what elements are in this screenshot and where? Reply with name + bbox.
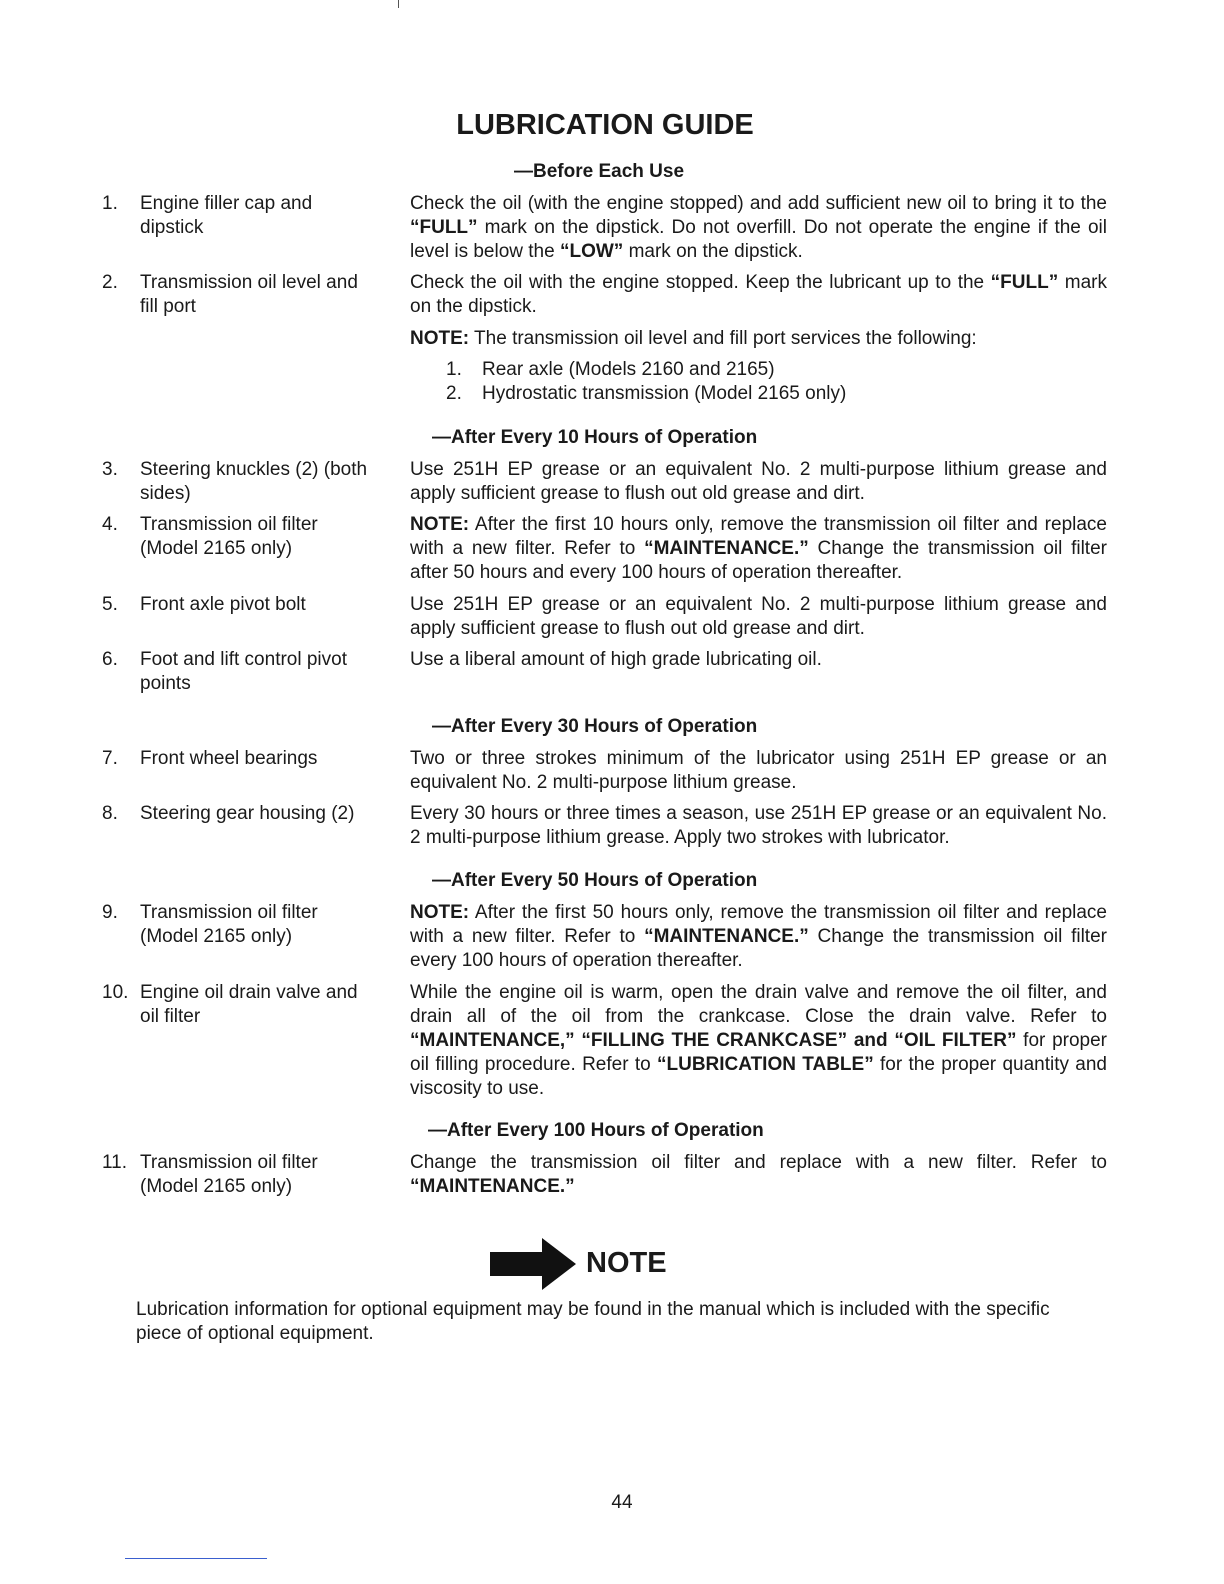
guide-item-10: [102, 981, 372, 1029]
footer-paragraph: Lubrication information for optional equipment may be found in the manual which is included with the specific piece of optional equipment.: [136, 1299, 1050, 1344]
item-label: Front axle pivot bolt: [140, 594, 306, 615]
section-heading-100-hours: —After Every 100 Hours of Operation: [428, 1120, 764, 1141]
section-heading-10-hours: —After Every 10 Hours of Operation: [432, 427, 758, 448]
guide-item-6: [102, 648, 372, 696]
section-note: NOTE: The transmission oil level and fill port services the following:: [410, 328, 977, 349]
item-2-description: Check the oil with the engine stopped. Keep the lubricant up to the “FULL” mark on the dipstick.: [410, 272, 1107, 317]
item-label: Transmission oil filter (Model 2165 only): [140, 902, 318, 947]
guide-item-7: [102, 747, 372, 771]
item-11-description: Change the transmission oil filter and replace with a new filter. Refer to “MAINTENANCE.”: [410, 1152, 1107, 1197]
page-title: LUBRICATION GUIDE: [456, 109, 754, 141]
item-number: 7.: [102, 748, 118, 769]
item-number: 6.: [102, 649, 118, 670]
item-number: 11.: [102, 1152, 128, 1173]
arrow-right-icon: [488, 1236, 578, 1292]
item-label: Engine oil drain valve and oil filter: [140, 982, 358, 1027]
item-10-description: While the engine oil is warm, open the drain valve and remove the oil filter, and drain all of the oil from the crankcase. Close the drain valve. Refer to “MAINTENANCE,” “FILLING THE CRANKCASE” and “OIL FILTER” for proper oil filling procedure. Refer to “LUBRICATION TABLE” for the proper quantity and viscosity to use.: [410, 982, 1108, 1099]
note-banner-label: NOTE: [586, 1247, 667, 1279]
guide-item-8: [102, 802, 372, 826]
item-number: 5.: [102, 594, 118, 615]
section-heading-50-hours: —After Every 50 Hours of Operation: [432, 870, 758, 891]
item-number: 8.: [102, 803, 118, 824]
sublist-item: 2. Hydrostatic transmission (Model 2165 only): [446, 383, 847, 404]
guide-item-9: [102, 901, 372, 949]
item-number: 3.: [102, 459, 118, 480]
item-8-description: Every 30 hours or three times a season, use 251H EP grease or an equivalent No. 2 multi-purpose lithium grease. Apply two strokes with lubricator.: [410, 803, 1107, 848]
item-number: 1.: [102, 193, 118, 214]
guide-item-3: [102, 458, 372, 506]
item-3-description: Use 251H EP grease or an equivalent No. 2 multi-purpose lithium grease and apply sufficient grease to flush out old grease and dirt.: [410, 459, 1107, 504]
item-label: Engine filler cap and dipstick: [140, 193, 313, 238]
item-4-description: NOTE: After the first 10 hours only, remove the transmission oil filter and replace with a new filter. Refer to “MAINTENANCE.” Change the transmission oil filter after 50 hours and every 100 hours of operation thereafter.: [410, 514, 1107, 583]
item-label: Transmission oil filter (Model 2165 only): [140, 1152, 318, 1197]
item-label: Steering knuckles (2) (both sides): [140, 459, 368, 504]
item-label: Steering gear housing (2): [140, 803, 355, 824]
guide-item-5: [102, 593, 372, 617]
sublist-item: 1. Rear axle (Models 2160 and 2165): [446, 359, 775, 380]
item-label: Front wheel bearings: [140, 748, 318, 769]
guide-item-11: [102, 1151, 372, 1199]
item-label: Foot and lift control pivot points: [140, 649, 347, 694]
item-label: Transmission oil filter (Model 2165 only): [140, 514, 318, 559]
item-1-description: Check the oil (with the engine stopped) and add sufficient new oil to bring it to the “FULL” mark on the dipstick. Do not overfill. Do not operate the engine if the oil level is below the “LOW” mark on the dipstick.: [410, 193, 1107, 262]
section-heading-30-hours: —After Every 30 Hours of Operation: [432, 716, 758, 737]
guide-item-1: [102, 192, 372, 240]
item-number: 4.: [102, 514, 118, 535]
item-label: Transmission oil level and fill port: [140, 272, 358, 317]
item-number: 9.: [102, 902, 118, 923]
item-number: 2.: [102, 272, 118, 293]
guide-item-4: [102, 513, 372, 561]
item-7-description: Two or three strokes minimum of the lubricator using 251H EP grease or an equivalent No. 2 multi-purpose lithium grease.: [410, 748, 1107, 793]
divider: [125, 1558, 267, 1559]
guide-item-2: [102, 271, 372, 319]
item-9-description: NOTE: After the first 50 hours only, remove the transmission oil filter and replace with a new filter. Refer to “MAINTENANCE.” Change the transmission oil filter every 100 hours of operation thereafter.: [410, 902, 1107, 971]
scan-mark: [398, 0, 399, 8]
item-number: 10.: [102, 982, 129, 1003]
item-6-description: Use a liberal amount of high grade lubricating oil.: [410, 649, 822, 670]
section-heading-before-each-use: —Before Each Use: [514, 161, 685, 182]
item-5-description: Use 251H EP grease or an equivalent No. 2 multi-purpose lithium grease and apply sufficient grease to flush out old grease and dirt.: [410, 594, 1107, 639]
page-number: 44: [611, 1492, 633, 1513]
